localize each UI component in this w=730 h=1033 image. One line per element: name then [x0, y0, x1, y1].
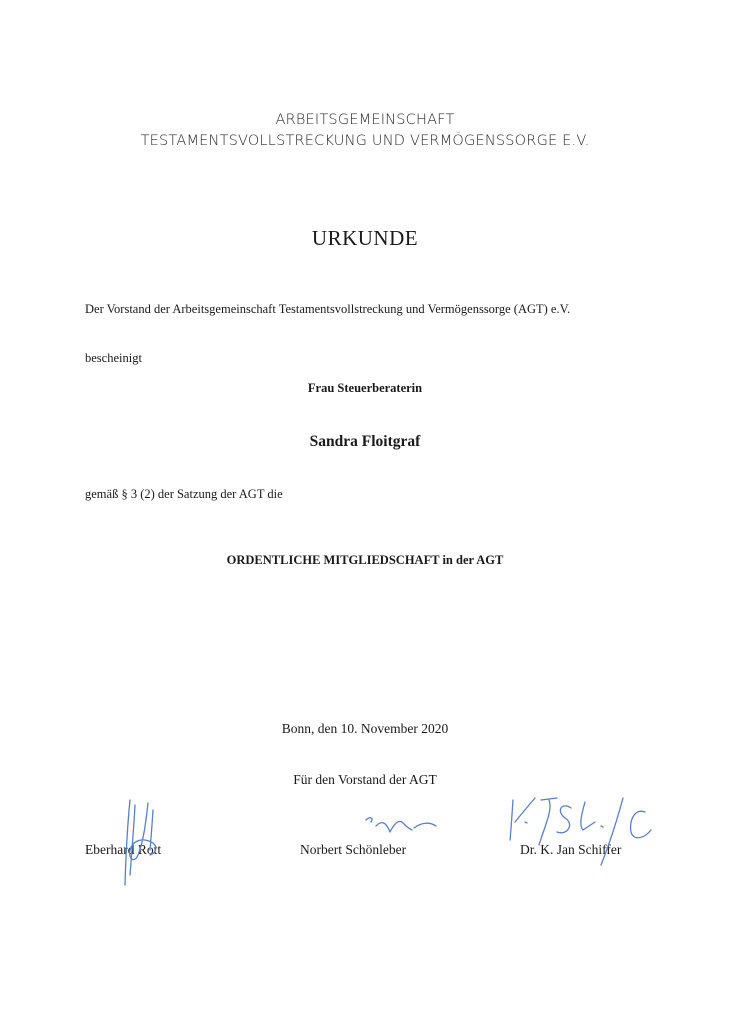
- signatory-name-1: Eberhard Rott: [85, 842, 162, 857]
- signatory-name-3: Dr. K. Jan Schiffer: [520, 842, 622, 857]
- recipient-name: Sandra Floitgraf: [309, 433, 421, 450]
- salutation: Frau Steuerberaterin: [307, 381, 423, 395]
- on-behalf-text: Für den Vorstand der AGT: [293, 772, 437, 787]
- intro-text: Der Vorstand der Arbeitsgemeinschaft Testamentsvollstreckung und Vermögenssorge (AGT) e.V.: [85, 302, 571, 316]
- place-date: Bonn, den 10. November 2020: [281, 721, 449, 736]
- signature-1: [108, 795, 168, 890]
- document-title: URKUNDE: [311, 226, 419, 250]
- signature-2: [362, 812, 442, 842]
- certifies-text: bescheinigt: [85, 351, 142, 365]
- statute-text: gemäß § 3 (2) der Satzung der AGT die: [85, 487, 283, 501]
- signature-3: [505, 790, 665, 870]
- signatory-name-2: Norbert Schönleber: [300, 842, 407, 857]
- org-name-line1: ARBEITSGEMEINSCHAFT: [275, 112, 455, 128]
- org-name-line2: TESTAMENTSVOLLSTRECKUNG UND VERMÖGENSSORGE E.V.: [140, 133, 590, 149]
- membership-title: ORDENTLICHE MITGLIEDSCHAFT in der AGT: [226, 553, 504, 567]
